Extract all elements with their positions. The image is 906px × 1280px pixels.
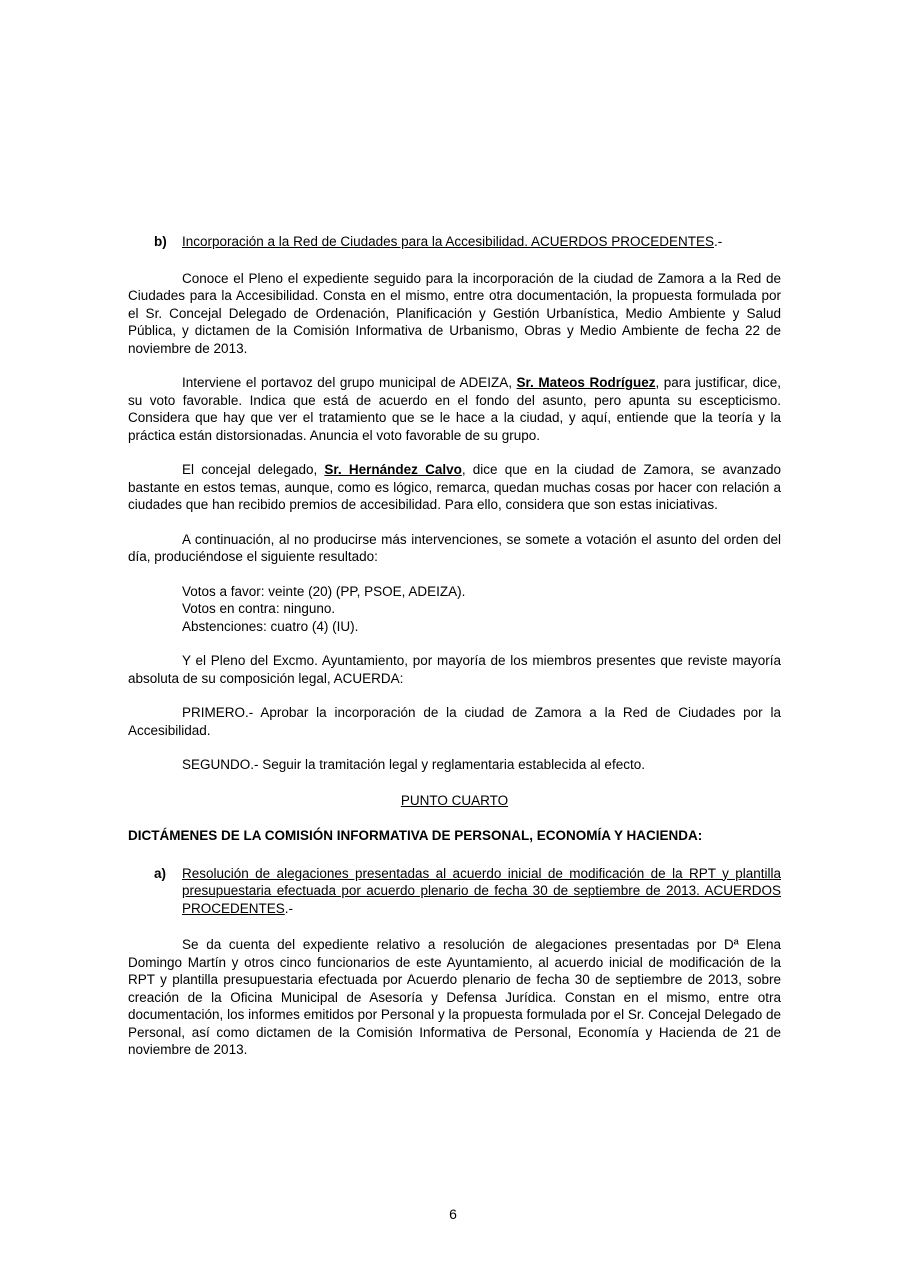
paragraph-intervencion-mateos-post: , para justificar, dice, su voto favorable. Indica que está de acuerdo en el fondo del asunto, pero apunta su escepticismo. Considera que hay que ver el tratamiento que se le hace a la ciudad, y aquí, entiende que la teoría y la práctica están distorsionadas. Anuncia el voto favorable de su grupo. [128, 375, 781, 443]
agenda-item-b-title-suffix: .- [714, 234, 723, 249]
paragraph-votacion-intro: A continuación, al no producirse más intervenciones, se somete a votación el asunto del orden del día, produciéndose el siguiente resultado: [128, 531, 781, 564]
agenda-item-a-title-text: Resolución de alegaciones presentadas al acuerdo inicial de modificación de la RPT y plantilla presupuestaria efectuada por acuerdo plenario de fecha 30 de septiembre de 2013. ACUERDOS PROCEDENTES [182, 865, 781, 916]
document-content [128, 233, 781, 1076]
page-number: 6 [449, 1206, 457, 1222]
paragraph-expediente-accesibilidad: Conoce el Pleno el expediente seguido para la incorporación de la ciudad de Zamora a la Red de Ciudades para la Accesibilidad. Consta en el mismo, entre otra documentación, la propuesta formulada por el Sr. Concejal Delegado de Ordenación, Planificación y Gestión Urbanística, Medio Ambiente y Salud Pública, y dictamen de la Comisión Informativa de Urbanismo, Obras y Medio Ambiente de fecha 22 de noviembre de 2013. [128, 270, 781, 356]
paragraph-intervencion-hernandez-pre: El concejal delegado, [182, 462, 325, 477]
agenda-item-b-title [182, 233, 781, 251]
paragraph-intervencion-hernandez [128, 461, 781, 514]
agenda-item-b-marker: b) [154, 234, 167, 249]
agenda-item-a-marker: a) [154, 865, 167, 881]
vote-line-contra: Votos en contra: ninguno. [182, 601, 336, 616]
agenda-item-b-title-text: Incorporación a la Red de Ciudades para la Accesibilidad. ACUERDOS PROCEDENTES [182, 234, 714, 249]
paragraph-expediente-rpt: Se da cuenta del expediente relativo a resolución de alegaciones presentadas por Dª Elena Domingo Martín y otros cinco funcionarios de este Ayuntamiento, al acuerdo inicial de modificación de la RPT y plantilla presupuestaria efectuada por Acuerdo plenario de fecha 30 de septiembre de 2013, sobre creación de la Oficina Municipal de Asesoría y Defensa Jurídica. Constan en el mismo, entre otra documentación, los informes emitidos por Personal y la propuesta formulada por el Sr. Concejal Delegado de Personal, así como dictamen de la Comisión Informativa de Personal, Economía y Hacienda de 21 de noviembre de 2013. [128, 937, 781, 1057]
paragraph-intervencion-hernandez-post: , dice que en la ciudad de Zamora, se avanzado bastante en estos temas, aunque, como es lógico, remarca, quedan muchas cosas por hacer con relación a ciudades que han recibido premios de accesibilidad. Para ello, considera que son estas iniciativas. [128, 462, 782, 512]
heading-punto-cuarto [128, 792, 781, 810]
heading-punto-cuarto-text: PUNTO CUARTO [400, 792, 509, 808]
vote-line-favor: Votos a favor: veinte (20) (PP, PSOE, ADEIZA). [182, 583, 466, 599]
speaker-name-mateos-rodriguez: Sr. Mateos Rodríguez [516, 375, 656, 390]
heading-comision-personal: DICTÁMENES DE LA COMISIÓN INFORMATIVA DE PERSONAL, ECONOMÍA Y HACIENDA: [128, 828, 703, 843]
agenda-item-a-title-suffix: .- [284, 900, 294, 916]
paragraph-intervencion-mateos [128, 374, 781, 444]
paragraph-intervencion-mateos-pre: Interviene el portavoz del grupo municipal de ADEIZA, [182, 375, 517, 390]
paragraph-primero: PRIMERO.- Aprobar la incorporación de la ciudad de Zamora a la Red de Ciudades por la Accesibilidad. [128, 705, 781, 738]
agenda-item-b [128, 233, 781, 251]
vote-line-abstenciones: Abstenciones: cuatro (4) (IU). [182, 618, 359, 634]
agenda-item-a [128, 865, 781, 918]
agenda-item-a-title [182, 865, 781, 918]
paragraph-acuerda: Y el Pleno del Excmo. Ayuntamiento, por mayoría de los miembros presentes que reviste mayoría absoluta de su composición legal, ACUERDA: [128, 653, 781, 686]
paragraph-segundo: SEGUNDO.- Seguir la tramitación legal y reglamentaria establecida al efecto. [182, 757, 645, 772]
speaker-name-hernandez-calvo: Sr. Hernández Calvo [324, 462, 462, 477]
votes-list [128, 583, 781, 636]
